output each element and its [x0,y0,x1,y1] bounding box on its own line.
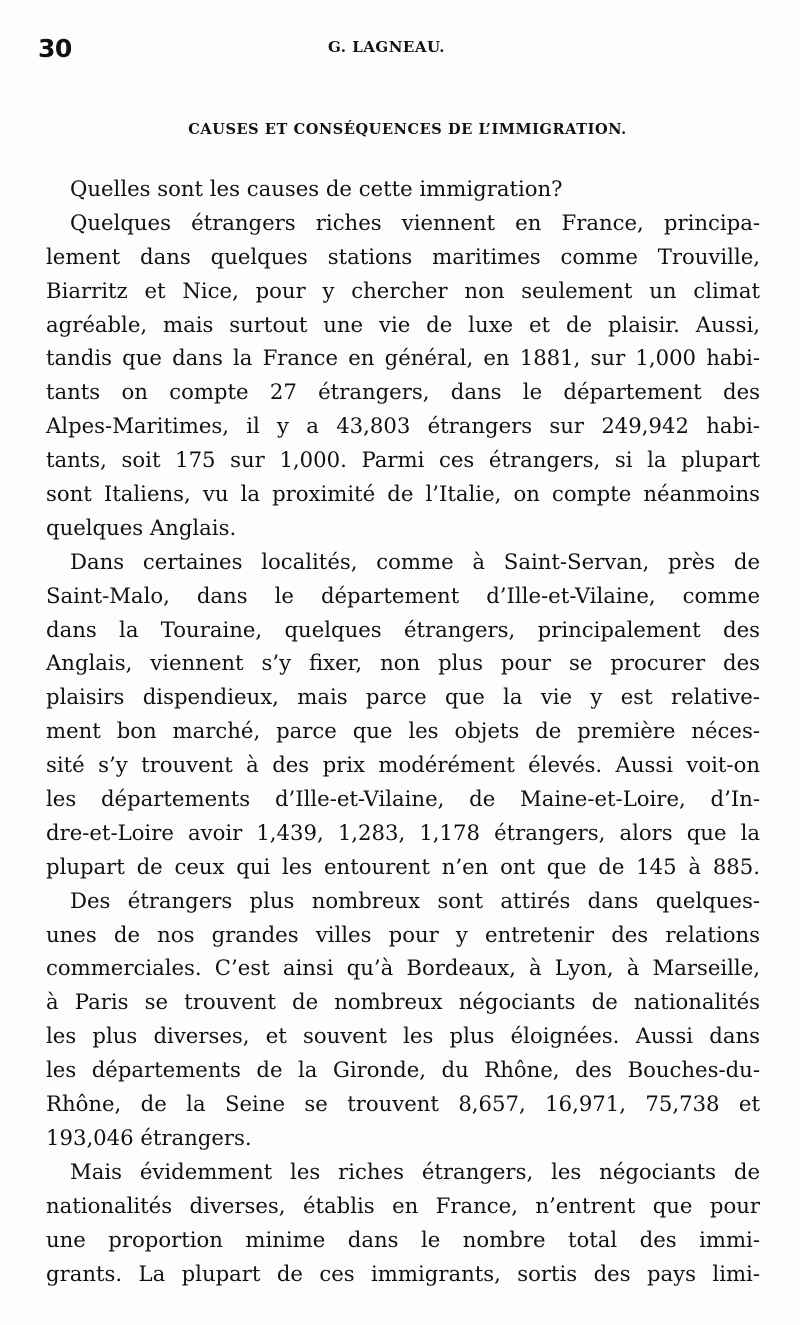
text-line: Mais évidemment les riches étrangers, les négociants de [70,1158,760,1184]
text-line: tants on compte 27 étrangers, dans le département des [46,379,760,405]
text-line: sité s’y trouvent à des prix modérément élevés. Aussi voit-on [46,752,760,778]
text-line: Rhône, de la Seine se trouvent 8,657, 16,971, 75,738 et [46,1091,760,1117]
text-line: ment bon marché, parce que les objets de première néces- [46,718,760,744]
text-line: 193,046 étrangers. [46,1124,252,1150]
text-line: Biarritz et Nice, pour y chercher non seulement un climat [46,277,760,303]
text-line: plupart de ceux qui les entourent n’en ont que de 145 à 885. [46,853,760,879]
text-line: dre-et-Loire avoir 1,439, 1,283, 1,178 étrangers, alors que la [46,819,760,845]
text-line: Anglais, viennent s’y fixer, non plus pour se procurer des [46,650,760,676]
text-line: les départements de la Gironde, du Rhône, des Bouches-du- [46,1057,760,1083]
page-header [30,30,770,64]
body-text [46,172,760,1290]
text-line: grants. La plupart de ces immigrants, sortis des pays limi- [46,1260,760,1286]
text-line: tandis que dans la France en général, en 1881, sur 1,000 habi- [46,345,760,371]
text-line: nationalités diverses, établis en France, n’entrent que pour [46,1192,760,1218]
text-line: Alpes-Maritimes, il y a 43,803 étrangers sur 249,942 habi- [46,413,760,439]
text-line: lement dans quelques stations maritimes comme Trouville, [46,243,760,269]
text-line: les départements d’Ille-et-Vilaine, de Maine-et-Loire, d’In- [46,786,760,812]
text-line: quelques Anglais. [46,514,237,540]
running-head: G. LAGNEAU. [328,38,445,56]
text-line: sont Italiens, vu la proximité de l’Italie, on compte néanmoins [46,481,760,507]
text-line: Dans certaines localités, comme à Saint-Servan, près de [70,548,760,574]
text-line: à Paris se trouvent de nombreux négociants de nationalités [46,989,760,1015]
text-line: Quelles sont les causes de cette immigration? [70,176,563,201]
text-line: les plus diverses, et souvent les plus éloignées. Aussi dans [46,1023,760,1049]
section-title: CAUSES ET CONSÉQUENCES DE L’IMMIGRATION. [188,121,627,138]
text-line: unes de nos grandes villes pour y entretenir des relations [46,921,760,947]
text-line: tants, soit 175 sur 1,000. Parmi ces étrangers, si la plupart [46,447,760,473]
text-line: Saint-Malo, dans le département d’Ille-et-Vilaine, comme [46,582,760,608]
page-number: 30 [38,34,72,63]
text-line: dans la Touraine, quelques étrangers, principalement des [46,616,760,642]
text-line: une proportion minime dans le nombre total des immi- [46,1226,760,1252]
text-line: agréable, mais surtout une vie de luxe et de plaisir. Aussi, [46,311,760,337]
text-line: Quelques étrangers riches viennent en France, principa- [70,209,760,235]
text-line: commerciales. C’est ainsi qu’à Bordeaux, à Lyon, à Marseille, [46,955,760,981]
text-line: Des étrangers plus nombreux sont attirés dans quelques- [70,887,760,913]
text-line: plaisirs dispendieux, mais parce que la vie y est relative- [46,684,760,710]
